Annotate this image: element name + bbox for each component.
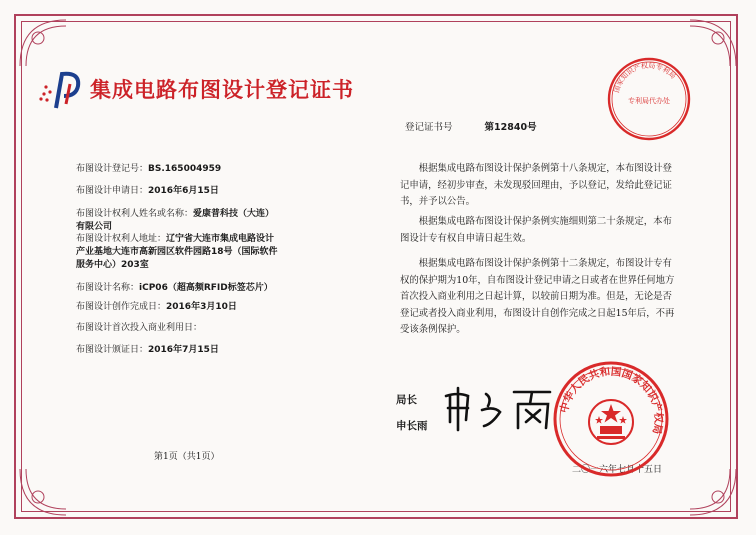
field-label: 布图设计颁证日：: [76, 345, 149, 355]
paragraph-protection-term: 根据集成电路布图设计保护条例第十二条规定，布图设计专有权的保护期为10年，自布图设计登记申请之日或者在世界任何地方首次投入商业利用之日起计算，以较前日期为准。但是，无论是否登记或者投入商业利用，布图设计自创作完成之日起15年后，不再受该条例保护。: [400, 258, 675, 335]
page-indicator: 第1页（共1页）: [154, 452, 220, 462]
field-value: 辽宁省大连市集成电路设计: [166, 234, 275, 244]
corner-ornament-bottom-left: [16, 465, 70, 519]
field-value: BS.165004959: [148, 164, 222, 174]
paragraph-registration-basis: 根据集成电路布图设计保护条例第十八条规定，本布图设计登记申请，经初步审查，未发现驳回理由，予以登记，发给此登记证书，并予以公告。: [400, 163, 672, 207]
certificate-header: [36, 68, 354, 110]
field-rights-holder: [76, 208, 274, 234]
field-registration-number: [76, 163, 221, 176]
field-label: 布图设计名称：: [76, 283, 140, 293]
field-application-date: [76, 185, 219, 198]
field-value-line3: 服务中心）203室: [76, 260, 149, 270]
field-value-line2: 产业基地大连市高新园区软件园路18号（国际软件: [76, 247, 278, 257]
field-label: 布图设计权利人地址：: [76, 234, 167, 244]
corner-ornament-bottom-right: [686, 465, 740, 519]
certificate-number-label: 登记证书号: [405, 122, 453, 133]
certificate-number-row: [405, 119, 537, 133]
national-emblem-icon: [589, 400, 633, 444]
certificate-number-value: 第12840号: [484, 122, 537, 133]
small-seal-ring-text: 国家知识产权局专利局: [612, 61, 678, 94]
signatory-title: 局长: [396, 394, 417, 406]
field-creation-date: [76, 301, 237, 314]
field-label: 布图设计首次投入商业利用日：: [76, 323, 203, 333]
small-red-seal: [606, 56, 692, 142]
field-label: 布图设计登记号：: [76, 164, 149, 174]
corner-ornament-top-right: [686, 16, 740, 70]
field-issue-date: [76, 344, 219, 357]
handwritten-signature: [442, 384, 562, 434]
ip-logo-icon: [36, 68, 88, 110]
corner-ornament-top-left: [16, 16, 70, 70]
field-rights-holder-address: [76, 233, 278, 272]
issue-date: 二〇一六年七月十五日: [572, 465, 663, 475]
small-seal-center-text: 专利局代办处: [628, 97, 670, 105]
national-ip-office-seal: [552, 360, 670, 478]
field-value: 爱康普科技（大连）: [193, 209, 275, 219]
certificate-title: 集成电路布图设计登记证书: [90, 77, 354, 102]
field-label: 布图设计申请日：: [76, 186, 149, 196]
field-value: 2016年7月15日: [148, 345, 219, 355]
svg-text:国家知识产权局专利局: [612, 61, 678, 94]
signatory-name: 申长雨: [396, 420, 428, 432]
field-label: 布图设计权利人姓名或名称：: [76, 209, 194, 219]
field-value: 2016年3月10日: [166, 302, 237, 312]
field-layout-design-name: [76, 282, 273, 295]
big-seal-ring-text: 中华人民共和国国家知识产权局: [558, 365, 665, 436]
field-value-line2: 有限公司: [76, 222, 113, 232]
field-label: 布图设计创作完成日：: [76, 302, 167, 312]
field-first-commercial-use-date: [76, 322, 202, 335]
field-value: iCP06（超高频RFID标签芯片）: [139, 283, 273, 293]
field-value: 2016年6月15日: [148, 186, 219, 196]
paragraph-effective-date: 根据集成电路布图设计保护条例实施细则第二十条规定，本布图设计专有权自申请日起生效。: [400, 216, 672, 244]
